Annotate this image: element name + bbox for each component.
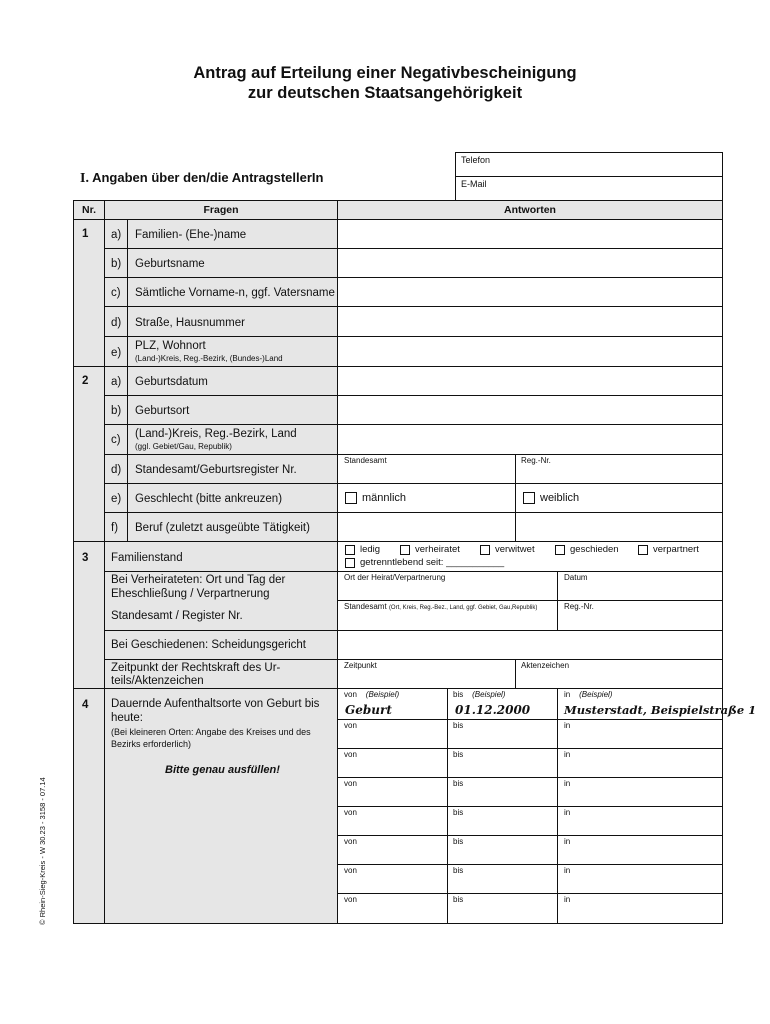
answer-regnr-heirat[interactable] xyxy=(559,613,721,629)
residence-bis-field[interactable] xyxy=(449,760,555,776)
answer-standesamt-geburt[interactable] xyxy=(339,466,513,482)
answer-zeitpunkt[interactable] xyxy=(339,671,513,687)
q1e-letter: e) xyxy=(111,347,122,359)
answer-beruf-extra[interactable] xyxy=(517,513,721,540)
q1d-letter: d) xyxy=(111,317,122,329)
q2c-label: (Land-)Kreis, Reg.-Bezirk, Land xyxy=(135,428,297,440)
residence-bis-caption: bis xyxy=(453,779,464,788)
answer-vornamen[interactable] xyxy=(339,278,721,305)
form-title-line2: zur deutschen Staatsangehörigkeit xyxy=(247,84,523,102)
ledig-label: ledig xyxy=(360,544,381,555)
section-number: I. xyxy=(80,171,89,186)
email-field[interactable] xyxy=(510,177,720,199)
example-in-caption: in (Beispiel) xyxy=(564,690,613,699)
residence-von-caption: von xyxy=(344,837,357,846)
familienstand-label: Familienstand xyxy=(111,552,183,564)
group2-nr: 2 xyxy=(82,375,89,387)
residence-von-caption: von xyxy=(344,895,357,904)
checkbox-verpartnert[interactable] xyxy=(638,545,648,555)
q2a-letter: a) xyxy=(111,376,122,388)
scheidungsgericht-label: Bei Geschiedenen: Scheidungsgericht xyxy=(111,639,306,651)
residence-in-caption: in xyxy=(564,837,571,846)
q2a-label: Geburtsdatum xyxy=(135,376,208,388)
example-in-value: Musterstadt, Beispielstraße 1 xyxy=(564,703,757,717)
residence-bis-caption: bis xyxy=(453,750,464,759)
group1-nr: 1 xyxy=(82,228,89,240)
answer-regnr-geburt[interactable] xyxy=(517,466,721,482)
header-fragen: Fragen xyxy=(203,204,239,216)
q1a-letter: a) xyxy=(111,229,122,241)
residence-von-field[interactable] xyxy=(339,905,445,921)
q2e-letter: e) xyxy=(111,493,122,505)
residence-von-field[interactable] xyxy=(339,760,445,776)
standesamt-register-label: Standesamt / Register Nr. xyxy=(111,610,243,622)
q1a-label: Familien- (Ehe-)name xyxy=(135,229,247,241)
heirat-label-line1: Bei Verheirateten: Ort und Tag der xyxy=(111,574,286,586)
answer-scheidungsgericht[interactable] xyxy=(339,631,721,658)
checkbox-weiblich[interactable] xyxy=(523,492,535,504)
q1b-label: Geburtsname xyxy=(135,258,205,270)
checkbox-geschieden[interactable] xyxy=(555,545,565,555)
q1e-sublabel: (Land-)Kreis, Reg.-Bezirk, (Bundes-)Land xyxy=(135,354,283,363)
residence-in-caption: in xyxy=(564,895,571,904)
checkbox-verwitwet[interactable] xyxy=(480,545,490,555)
aktenzeichen-caption: Aktenzeichen xyxy=(521,661,570,670)
telefon-field[interactable] xyxy=(510,153,720,175)
example-bis-value: 01.12.2000 xyxy=(455,703,531,717)
answer-geburtsort[interactable] xyxy=(339,396,721,423)
bitte-genau-note: Bitte genau ausfüllen! xyxy=(165,764,280,776)
checkbox-getrenntlebend[interactable] xyxy=(345,558,355,568)
heiratsort-caption: Ort der Heirat/Verpartnerung xyxy=(344,573,446,582)
aufenthalt-sub-line2: Bezirks erforderlich) xyxy=(111,739,192,749)
residence-von-caption: von xyxy=(344,866,357,875)
rechtskraft-label-line2: teils/Aktenzeichen xyxy=(111,675,204,687)
verpartnert-label: verpartnert xyxy=(653,544,699,555)
residence-von-field[interactable] xyxy=(339,789,445,805)
residence-in-field[interactable] xyxy=(559,905,721,921)
zeitpunkt-caption: Zeitpunkt xyxy=(344,661,377,670)
q2c-sublabel: (ggl. Gebiet/Gau, Republik) xyxy=(135,442,232,451)
residence-von-caption: von xyxy=(344,721,357,730)
q2f-label: Beruf (zuletzt ausgeübte Tätigkeit) xyxy=(135,522,310,534)
residence-in-field[interactable] xyxy=(559,876,721,892)
residence-in-field[interactable] xyxy=(559,789,721,805)
q2d-label: Standesamt/Geburtsregister Nr. xyxy=(135,464,297,476)
residence-in-field[interactable] xyxy=(559,760,721,776)
residence-bis-field[interactable] xyxy=(449,789,555,805)
q2e-label: Geschlecht (bitte ankreuzen) xyxy=(135,493,283,505)
aufenthalt-label-line1: Dauernde Aufenthaltsorte von Geburt bis xyxy=(111,698,320,710)
section-heading xyxy=(80,170,323,187)
example-von-caption: von (Beispiel) xyxy=(344,690,400,699)
answer-strasse[interactable] xyxy=(339,307,721,335)
residence-in-caption: in xyxy=(564,750,571,759)
answer-heiratsdatum[interactable] xyxy=(559,583,721,599)
q1b-letter: b) xyxy=(111,258,122,270)
residence-in-caption: in xyxy=(564,779,571,788)
answer-wohnort[interactable] xyxy=(339,337,721,365)
residence-in-field[interactable] xyxy=(559,818,721,834)
residence-bis-field[interactable] xyxy=(449,818,555,834)
residence-bis-field[interactable] xyxy=(449,905,555,921)
q2d-letter: d) xyxy=(111,464,122,476)
residence-bis-caption: bis xyxy=(453,721,464,730)
heiratsdatum-caption: Datum xyxy=(564,573,588,582)
aufenthalt-label-line2: heute: xyxy=(111,712,143,724)
checkbox-ledig[interactable] xyxy=(345,545,355,555)
section-label: Angaben über den/die AntragstellerIn xyxy=(92,170,324,185)
group3-nr: 3 xyxy=(82,552,89,564)
standesamt-caption: Standesamt xyxy=(344,456,387,465)
residence-bis-field[interactable] xyxy=(449,847,555,863)
residence-bis-caption: bis xyxy=(453,837,464,846)
residence-bis-caption: bis xyxy=(453,808,464,817)
email-label: E-Mail xyxy=(461,179,487,189)
telefon-label: Telefon xyxy=(461,155,491,165)
checkbox-verheiratet[interactable] xyxy=(400,545,410,555)
heirat-label-line2: Eheschließung / Verpartnerung xyxy=(111,588,270,600)
header-antworten: Antworten xyxy=(504,204,556,216)
answer-aktenzeichen[interactable] xyxy=(517,671,721,687)
side-footer: © Rhein-Sieg-Kreis - W 30.23 - 3158 - 07.14 xyxy=(38,777,47,925)
answer-geburtsdatum[interactable] xyxy=(339,368,721,394)
aufenthalt-sub-line1: (Bei kleineren Orten: Angabe des Kreises und des xyxy=(111,727,311,737)
example-von-value: Geburt xyxy=(345,703,392,717)
q1d-label: Straße, Hausnummer xyxy=(135,317,245,329)
residence-von-field[interactable] xyxy=(339,818,445,834)
residence-bis-caption: bis xyxy=(453,866,464,875)
residence-bis-field[interactable] xyxy=(449,876,555,892)
weiblich-label: weiblich xyxy=(540,492,580,504)
q2c-letter: c) xyxy=(111,434,121,446)
regnr-caption: Reg.-Nr. xyxy=(521,456,551,465)
verheiratet-label: verheiratet xyxy=(415,544,460,555)
maennlich-label: männlich xyxy=(362,492,407,504)
checkbox-maennlich[interactable] xyxy=(345,492,357,504)
residence-in-caption: in xyxy=(564,808,571,817)
group4-nr: 4 xyxy=(82,699,89,711)
answer-familienname[interactable] xyxy=(339,220,721,247)
answer-heiratsort[interactable] xyxy=(339,583,555,599)
header-nr: Nr. xyxy=(81,204,96,216)
residence-von-field[interactable] xyxy=(339,847,445,863)
q1c-letter: c) xyxy=(111,287,121,299)
q2b-label: Geburtsort xyxy=(135,405,190,417)
standesamt-heirat-caption: Standesamt (Ort, Kreis, Reg.-Bez., Land, ggf. Gebiet, Gau,Republik) xyxy=(344,602,538,611)
geschieden-label: geschieden xyxy=(570,544,619,555)
q2f-letter: f) xyxy=(111,522,119,534)
q1e-label: PLZ, Wohnort xyxy=(135,340,206,352)
answer-kreis[interactable] xyxy=(339,425,721,453)
example-bis-caption: bis (Beispiel) xyxy=(453,690,506,699)
q2b-letter: b) xyxy=(111,405,122,417)
q1c-label: Sämtliche Vorname-n, ggf. Vatersname xyxy=(135,287,335,299)
rechtskraft-label-line1: Zeitpunkt der Rechtskraft des Ur- xyxy=(111,662,281,674)
answer-standesamt-heirat[interactable] xyxy=(339,613,555,629)
residence-von-caption: von xyxy=(344,779,357,788)
form-title-line1: Antrag auf Erteilung einer Negativbescheinigung xyxy=(193,64,577,82)
regnr-heirat-caption: Reg.-Nr. xyxy=(564,602,594,611)
residence-von-caption: von xyxy=(344,750,357,759)
residence-bis-field[interactable] xyxy=(449,731,555,747)
verwitwet-label: verwitwet xyxy=(495,544,535,555)
answer-geburtsname[interactable] xyxy=(339,249,721,276)
residence-in-caption: in xyxy=(564,721,571,730)
residence-in-caption: in xyxy=(564,866,571,875)
residence-in-field[interactable] xyxy=(559,847,721,863)
residence-in-field[interactable] xyxy=(559,731,721,747)
residence-von-field[interactable] xyxy=(339,731,445,747)
residence-bis-caption: bis xyxy=(453,895,464,904)
getrenntlebend-label: getrenntlebend seit: ___________ xyxy=(360,557,505,568)
residence-von-field[interactable] xyxy=(339,876,445,892)
residence-von-caption: von xyxy=(344,808,357,817)
answer-beruf[interactable] xyxy=(339,513,513,540)
